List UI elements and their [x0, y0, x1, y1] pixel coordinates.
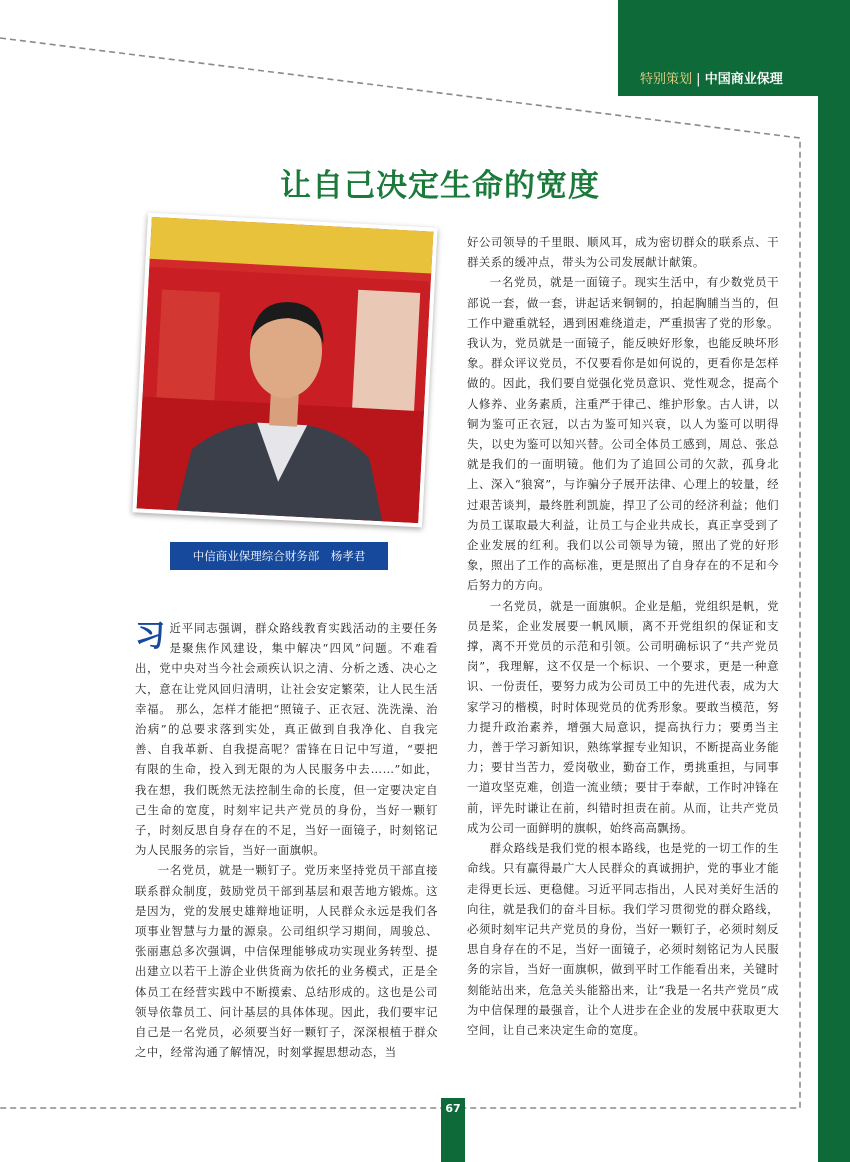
intro-text: 近平同志强调，群众路线教育实践活动的主要任务是聚焦作风建设，集中解决“四风”问题。不难看出，党中央对当今社会顽疾认识之清、分析之透、决心之大，意在让党风回归清明，让社会安定繁荣，让人民生活幸福。 那么，怎样才能把“照镜子、正衣冠、洗洗澡、治治病”的总要求落到实处，真正做到自我净化、自我完善、自我革新、自我提高呢？雷锋在日记中写道，“要把有限的生命，投入到无限的为人民服务中去……”如此，我在想，我们既然无法控制生命的长度，但一定要决定自己生命的宽度，时刻牢记共产党员的身份，当好一颗钉子，时刻反思自身存在的不足，当好一面镜子，时刻铭记为人民服务的宗旨，当好一面旗帜。: [135, 621, 438, 858]
right-edge-bar: [818, 0, 850, 1162]
paragraph-nail-continued: 好公司领导的千里眼、顺风耳，成为密切群众的联系点、干群关系的缓冲点，带头为公司发展献计献策。: [467, 235, 779, 270]
paragraph-conclusion: 群众路线是我们党的根本路线，也是党的一切工作的生命线。只有赢得最广大人民群众的真诚拥护，党的事业才能走得更长远、更稳健。习近平同志指出，人民对美好生活的向往，就是我们的奋斗目标。我们学习贯彻党的群众路线，必须时刻牢记共产党员的身份，当好一颗钉子，必须时刻反思自身存在的不足，当好一面镜子，必须时刻铭记为人民服务的宗旨，当好一面旗帜，做到平时工作能看出来，关键时刻能站出来，危急关头能豁出来，让“我是一名共产党员”成为中信保理的最强音，让个人进步在企业的发展中获取更大空间，让自己来决定生命的宽度。: [467, 841, 779, 1037]
section-separator: |: [696, 72, 701, 87]
paragraph-mirror: 一名党员，就是一面镜子。现实生活中，有少数党员干部说一套，做一套，讲起话来铜铜的，拍起胸脯当当的，但工作中避重就轻，遇到困难绕道走，严重损害了党的形象。我认为，党员就是一面镜子，能反映好形象，也能反映坏形象。群众评议党员，不仅要看你是如何说的，更看你是怎样做的。因此，我们要自觉强化党员意识、党性观念，提高个人修养、业务素质，注重严于律己、维护形象。古人讲，以铜为鉴可正衣冠，以古为鉴可知兴衰，以人为鉴可以明得失，以史为鉴可以知兴替。公司全体员工感到，周总、张总就是我们的一面明镜。他们为了追回公司的欠款，孤身北上、深入“狼窝”，与诈骗分子展开法律、心理上的较量，经过艰苦谈判，最终胜利凯旋，捍卫了公司的经济利益；他们为员工谋取最大利益，让员工与企业共成长，真正享受到了企业发展的红利。我们以公司领导为镜，照出了党的好形象，照出了工作的高标准，更是照出了自身存在的不足和今后努力的方向。: [467, 275, 779, 593]
article-title: 让自己决定生命的宽度: [280, 168, 600, 204]
section-topic: 中国商业保理: [704, 72, 783, 87]
paragraph-nail: 一名党员，就是一颗钉子。党历来坚持党员干部直接联系群众制度，鼓励党员干部到基层和艰苦地方锻炼。这是因为，党的发展史雄辩地证明，人民群众永远是我们各项事业智慧与力量的源泉。公司组织学习期间，周骏总、张丽惠总多次强调，中信保理能够成功实现业务转型、提出建立以若干上游企业供货商为依托的业务模式，正是全体员工在经营实践中不断摸索、总结形成的。这也是公司领导依靠员工、问计基层的具体体现。因此，我们要牢记自己是一名党员，必须要当好一颗钉子，深深根植于群众之中，经常沟通了解情况，时刻掌握思想动态，当: [135, 863, 438, 1060]
page-number-tab: [441, 1098, 465, 1162]
author-photo: [132, 213, 437, 528]
article-right-column: [467, 232, 779, 1040]
section-label: 特别策划: [640, 72, 693, 87]
drop-cap: 习: [135, 619, 166, 654]
photo-caption: 中信商业保理综合财务部 杨孝君: [170, 542, 388, 570]
page-number: 67: [445, 1102, 461, 1115]
paragraph-banner: 一名党员，就是一面旗帜。企业是船，党组织是帆，党员是桨，企业发展要一帆风顺，离不开党组织的保证和支撑，离不开党员的示范和引领。公司明确标识了“共产党员岗”，我理解，这不仅是一个标识、一个要求，更是一种意识、一份责任，要努力成为公司员工中的先进代表，成为大家学习的楷模，时时体现党员的优秀形象。要敢当模范，努力提升政治素养，增强大局意识，提高执行力；要勇当主力，善于学习新知识，熟练掌握专业知识，不断提高业务能力；要甘当苦力，爱岗敬业，勤奋工作，勇挑重担，与同事一道攻坚克难，创造一流业绩；要甘于奉献，工作时冲锋在前，评先时谦让在前，纠错时担责在前。从而，让共产党员成为公司一面鲜明的旗帜，始终高高飘扬。: [467, 598, 779, 835]
article-left-column: [135, 618, 438, 1062]
section-header: [640, 68, 783, 87]
intro-paragraph: [135, 618, 438, 860]
